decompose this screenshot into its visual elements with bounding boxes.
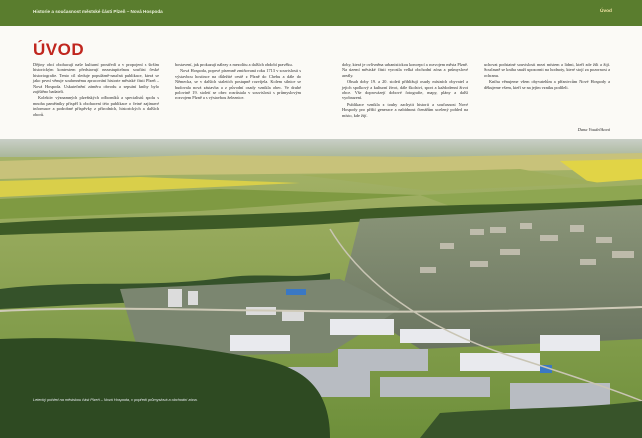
aerial-photo xyxy=(0,139,642,438)
photo-caption: Letecký pohled na městskou část Plzeň – Nová Hospoda, v popředí průmyslová a obchodní zóna. xyxy=(33,398,198,402)
text-column-2 xyxy=(175,62,301,102)
text-column-1 xyxy=(33,62,159,118)
paragraph: Knihu věnujeme všem obyvatelům a příznivcům Nové Hospody a děkujeme všem, kteří se na jejím vzniku podíleli. xyxy=(484,79,610,90)
breadcrumb: Historie a současnost městské části Plzeň – Nová Hospoda xyxy=(33,9,163,14)
paragraph: uchovat podstatné souvislosti mezi místem a lidmi, kteří zde žili a žijí. Současně se kniha snaží upozornit na hodnoty, které stojí za pozornost a ochranu. xyxy=(484,62,610,78)
paragraph: Kolektiv významných plzeňských odborníků a specialistů spolu s mnoha pamětníky přispěl k obohacení této publikace o četné zajímavé informace a podrobné příspěvky z přírodních, historických a dalších oborů. xyxy=(33,95,159,117)
paragraph: Nová Hospoda, poprvé písemně zmiňovaná roku 1713 v souvislosti s výstavbou hostince na důležité cestě z Plzně do Chebu a dále do Německa, se v dalších staletích postupně rozvíjela. Kolem silnice se budovala nová zástavba a z původní osady vznikla obec. Ve druhé polovině 19. století se obec rozrůstala v souvislosti s průmyslovým rozvojem Plzně a s výstavbou železnice. xyxy=(175,68,301,101)
paragraph: bostavení, jak prokazují nálezy z mezolitu a dalších období pravěku. xyxy=(175,62,293,67)
paragraph: Publikace vznikla z touhy zachytit historii a současnost Nové Hospody pro příští generace a nabídnout čtenářům ucelený pohled na místo, kde žijí. xyxy=(342,101,468,118)
text-column-3 xyxy=(342,62,468,119)
header-band xyxy=(0,0,642,26)
paragraph: Obsah doby 19. a 20. století přibližují osudy místních obyvatel a jejich spolkový a kulturní život, dále školství, sport a každodenní život obce. Vše doprovázejí dobové fotografie, mapy, plány a další vyobrazení. xyxy=(342,79,468,101)
page-title: ÚVOD xyxy=(33,40,85,59)
section-label: Úvod xyxy=(600,9,612,14)
paragraph: Dějiny obcí obohacují naše kulturní prostředí a v propojení s širším historickým kontextem představují nezastupitelnou součást české historiografie. Tento cíl sleduje populárně-naučná publikace, která se jako první věnuje souhrnnému zpracování historie městské části Plzeň – Nová Hospoda. Uskutečnění záměru obvodu a sepsání knihy bylo zajištěno badateli. xyxy=(33,62,159,95)
paragraph: doby, která je ovlivněna urbanistickou koncepcí a rozvojem města Plzně. Na území městské části vyrostla velká obchodní zóna a průmyslové areály. xyxy=(342,62,468,78)
author-signature: Dana Voudelíková xyxy=(577,127,610,132)
text-column-4 xyxy=(484,62,610,91)
